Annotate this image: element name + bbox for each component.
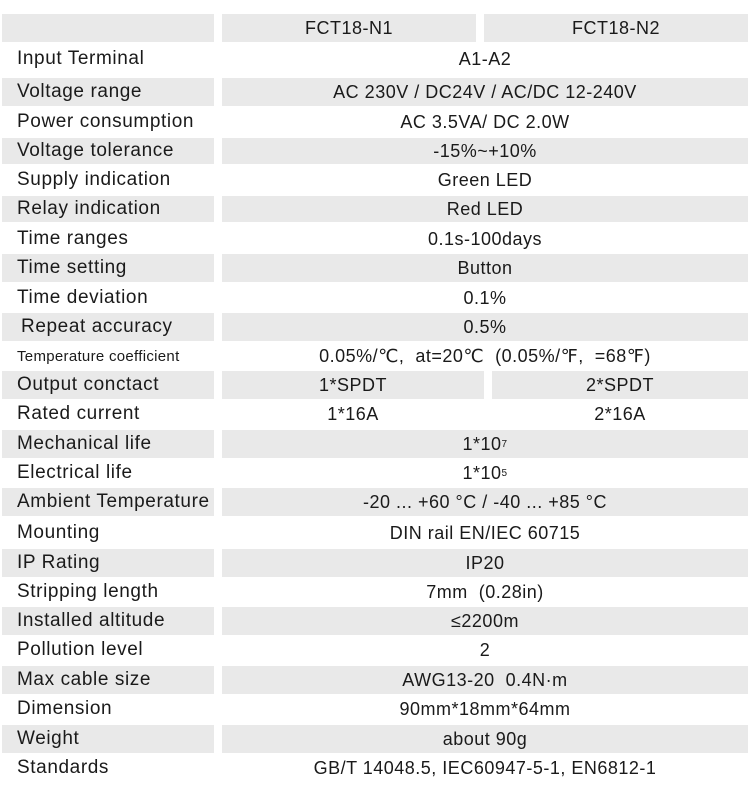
table-row bbox=[0, 549, 750, 577]
row-label: Stripping length bbox=[17, 581, 159, 602]
row-value-n1: 1*16A bbox=[327, 403, 379, 424]
table-row bbox=[0, 313, 750, 341]
row-label: Temperature coefficient bbox=[17, 347, 180, 365]
header-col-n1: FCT18-N1 bbox=[222, 14, 476, 42]
row-value: AWG13-20 0.4N·m bbox=[222, 666, 748, 694]
table-row bbox=[0, 459, 750, 487]
table-row bbox=[0, 371, 750, 399]
row-label: Weight bbox=[2, 725, 214, 753]
row-value: 90mm*18mm*64mm bbox=[399, 698, 571, 719]
table-row bbox=[0, 430, 750, 458]
table-row bbox=[0, 754, 750, 782]
value-exponent: 7 bbox=[501, 438, 508, 450]
row-label: Time ranges bbox=[17, 228, 129, 249]
row-value: 0.5% bbox=[222, 313, 748, 341]
row-value: 2 bbox=[479, 639, 491, 660]
row-label: Mechanical life bbox=[2, 430, 214, 458]
row-label: IP Rating bbox=[2, 549, 214, 577]
table-row bbox=[0, 138, 750, 164]
table-row bbox=[0, 254, 750, 282]
row-label: Ambient Temperature bbox=[2, 488, 214, 516]
table-row bbox=[0, 488, 750, 516]
row-label: Electrical life bbox=[17, 462, 133, 483]
row-label: Time setting bbox=[2, 254, 214, 282]
row-value: Red LED bbox=[222, 196, 748, 222]
table-row bbox=[0, 725, 750, 753]
row-value: A1-A2 bbox=[458, 48, 512, 69]
table-row bbox=[0, 578, 750, 606]
row-value-n2: 2*16A bbox=[594, 403, 646, 424]
value-base: 1*10 bbox=[462, 433, 502, 454]
value-exponent: 5 bbox=[501, 467, 508, 479]
table-row bbox=[0, 342, 750, 370]
row-label: Supply indication bbox=[17, 169, 171, 190]
table-row bbox=[0, 284, 750, 312]
header-blank-cell bbox=[2, 14, 214, 42]
table-row bbox=[0, 225, 750, 253]
table-header bbox=[0, 14, 750, 42]
row-value: 7mm (0.28in) bbox=[426, 581, 544, 602]
row-label: Dimension bbox=[17, 698, 113, 719]
row-value: Button bbox=[222, 254, 748, 282]
row-value: IP20 bbox=[222, 549, 748, 577]
row-value: about 90g bbox=[222, 725, 748, 753]
table-row bbox=[0, 78, 750, 106]
row-value: Green LED bbox=[437, 169, 533, 190]
table-row bbox=[0, 108, 750, 136]
table-row bbox=[0, 695, 750, 723]
table-row bbox=[0, 196, 750, 222]
table-row bbox=[0, 519, 750, 547]
value-base: 1*10 bbox=[462, 462, 502, 483]
row-value: AC 3.5VA/ DC 2.0W bbox=[400, 111, 570, 132]
row-label: Installed altitude bbox=[2, 607, 214, 635]
row-label: Max cable size bbox=[2, 666, 214, 694]
row-label: Repeat accuracy bbox=[2, 313, 214, 341]
row-value: -20 ... +60 °C / -40 ... +85 °C bbox=[222, 488, 748, 516]
row-value: 0.1% bbox=[463, 287, 507, 308]
row-label: Standards bbox=[17, 757, 110, 778]
row-label: Output conctact bbox=[2, 371, 214, 399]
row-value bbox=[222, 459, 748, 487]
row-value-n1: 1*SPDT bbox=[222, 371, 484, 399]
row-value: 0.1s-100days bbox=[427, 228, 543, 249]
row-value: -15%~+10% bbox=[222, 138, 748, 164]
row-label: Pollution level bbox=[17, 639, 144, 660]
row-label: Mounting bbox=[17, 522, 100, 543]
row-value-n2: 2*SPDT bbox=[492, 371, 748, 399]
row-label: Input Terminal bbox=[17, 48, 145, 69]
table-row bbox=[0, 46, 750, 72]
row-label: Voltage range bbox=[2, 78, 214, 106]
row-label: Voltage tolerance bbox=[2, 138, 214, 164]
row-value: DIN rail EN/IEC 60715 bbox=[389, 522, 581, 543]
table-row bbox=[0, 607, 750, 635]
row-label: Rated current bbox=[17, 403, 140, 424]
row-value: ≤2200m bbox=[222, 607, 748, 635]
row-label: Power consumption bbox=[17, 111, 195, 132]
row-value bbox=[222, 430, 748, 458]
row-label: Relay indication bbox=[2, 196, 214, 222]
row-value: GB/T 14048.5, IEC60947-5-1, EN6812-1 bbox=[313, 757, 657, 778]
table-row bbox=[0, 666, 750, 694]
table-row bbox=[0, 400, 750, 428]
row-label: Time deviation bbox=[17, 287, 149, 308]
header-col-n2: FCT18-N2 bbox=[484, 14, 748, 42]
row-value: 0.05%/℃, at=20℃ (0.05%/℉, =68℉) bbox=[319, 345, 651, 366]
table-row bbox=[0, 636, 750, 664]
table-row bbox=[0, 166, 750, 194]
row-value: AC 230V / DC24V / AC/DC 12-240V bbox=[222, 78, 748, 106]
